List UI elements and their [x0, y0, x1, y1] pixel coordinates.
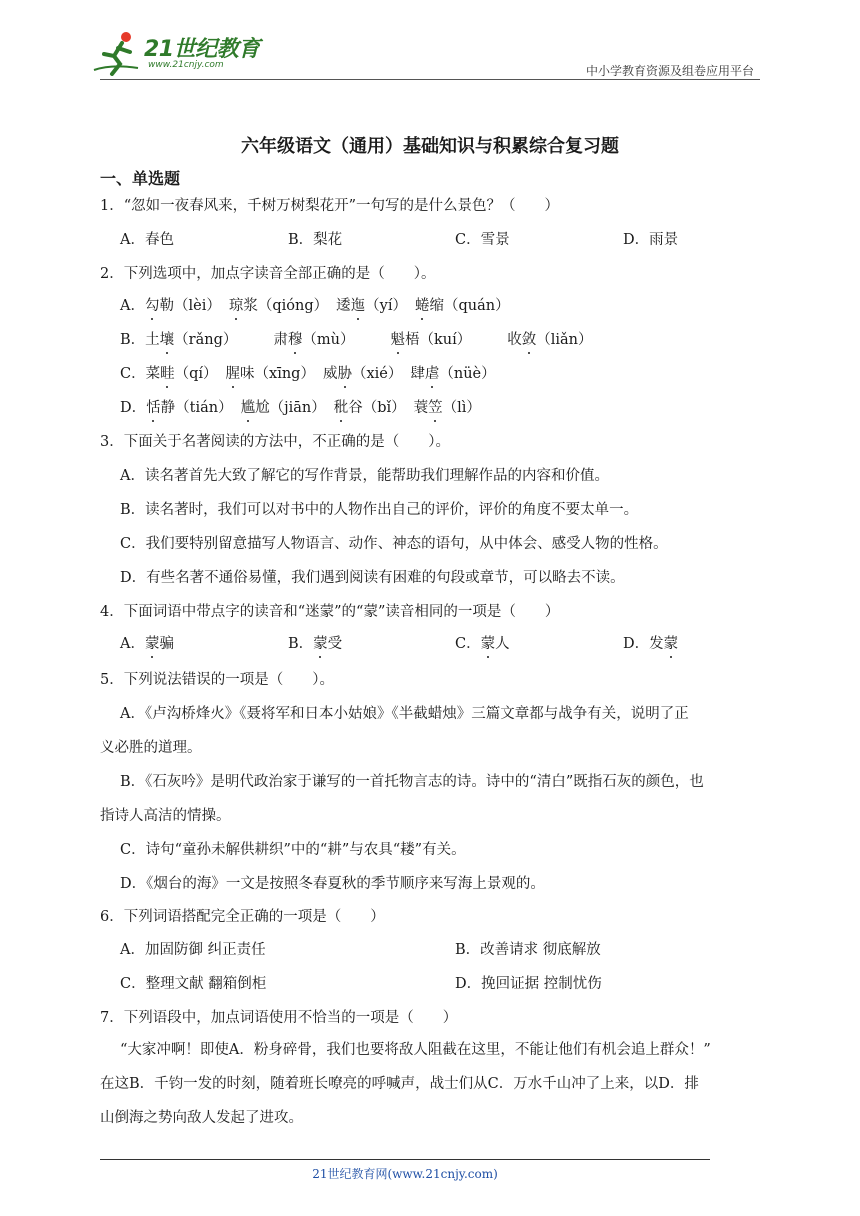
q6-option-c: C．整理文献 翻箱倒柜: [120, 976, 267, 992]
section-heading: 一、单选题: [100, 169, 181, 188]
q6-option-a: A．加固防御 纠正责任: [120, 942, 266, 958]
q5-option-c: C．诗句“童孙未解供耕织”中的“耕”与农具“耧”有关。: [120, 842, 466, 858]
q3-option-d: D．有些名著不通俗易懂，我们遇到阅读有困难的句段或章节，可以略去不读。: [120, 570, 625, 586]
q5-option-a-line1: A．《卢沟桥烽火》《聂将军和日本小姑娘》《半截蜡烛》三篇文章都与战争有关，说明了正: [120, 706, 689, 722]
q2-option-b: B．土壤（rǎng） 肃穆（mù） 魁梧（kuí） 收敛（liǎn）: [120, 332, 593, 348]
question-2-stem: 2．下列选项中，加点字读音全部正确的是（ ）。: [100, 266, 436, 282]
page-title: 六年级语文（通用）基础知识与积累综合复习题: [241, 136, 619, 157]
q5-option-d: D．《烟台的海》一文是按照冬春夏秋的季节顺序来写海上景观的。: [120, 876, 545, 892]
q1-option-b: B．梨花: [288, 232, 343, 248]
q4-option-c: C．蒙人: [455, 636, 510, 652]
question-6-stem: 6．下列词语搭配完全正确的一项是（ ）: [100, 909, 385, 925]
q5-option-a-line2: 义必胜的道理。: [100, 740, 202, 756]
q5-option-b-line2: 指诗人高洁的情操。: [100, 808, 231, 824]
q1-option-d: D．雨景: [623, 232, 679, 248]
q4-option-a: A．蒙骗: [120, 636, 174, 652]
q7-passage-line3: 山倒海之势向敌人发起了进攻。: [100, 1108, 303, 1130]
q5-option-b-line1: B．《石灰吟》是明代政治家于谦写的一首托物言志的诗。诗中的“清白”既指石灰的颜色，也: [120, 774, 704, 790]
q6-option-b: B．改善请求 彻底解放: [455, 942, 601, 958]
q7-passage-line1: “大家冲啊！即使A．粉身碎骨，我们也要将敌人阻截在这里，不能让他们有机会追上群众！”: [120, 1040, 711, 1062]
q3-option-b: B．读名著时，我们可以对书中的人物作出自己的评价，评价的角度不要太单一。: [120, 502, 639, 518]
question-4-stem: 4．下面词语中带点字的读音和“迷蒙”的“蒙”读音相同的一项是（ ）: [100, 604, 560, 620]
page-header: [0, 0, 860, 90]
question-5-stem: 5．下列说法错误的一项是（ ）。: [100, 672, 334, 688]
logo: [92, 30, 262, 80]
question-7-stem: 7．下列语段中，加点词语使用不恰当的一项是（ ）: [100, 1010, 458, 1026]
q6-option-d: D．挽回证据 控制忧伤: [455, 976, 602, 992]
footer-divider: [100, 1159, 710, 1160]
question-3-stem: 3．下面关于名著阅读的方法中，不正确的是（ ）。: [100, 434, 450, 450]
platform-name: 中小学教育资源及组卷应用平台: [585, 64, 754, 78]
q3-option-a: A．读名著首先大致了解它的写作背景，能帮助我们理解作品的内容和价值。: [120, 468, 609, 484]
q1-option-c: C．雪景: [455, 232, 510, 248]
q2-option-a: A．勾勒（lèi） 琼浆（qióng） 逶迤（yí） 蜷缩（quán）: [120, 298, 510, 314]
q3-option-c: C．我们要特别留意描写人物语言、动作、神态的语句，从中体会、感受人物的性格。: [120, 536, 668, 552]
q1-option-a: A．春色: [120, 232, 174, 248]
q4-option-d: D．发蒙: [623, 636, 679, 652]
q4-option-b: B．蒙受: [288, 636, 343, 652]
logo-text: 21世纪教育: [144, 37, 260, 62]
dotted-phrase-a: 粉身碎骨: [254, 1042, 312, 1058]
question-1-stem: 1．“忽如一夜春风来，千树万树梨花开”一句写的是什么景色？（ ）: [100, 198, 560, 214]
runner-logo-icon: [92, 30, 144, 76]
q7-passage-line2: 在这B．千钧一发的时刻，随着班长嘹亮的呼喊声，战士们从C．万水千山冲了上来，以D．排: [100, 1074, 699, 1096]
header-divider: [100, 79, 760, 80]
logo-url: www.21cnjy.com: [148, 60, 224, 70]
q2-option-c: C．菜畦（qí） 腥味（xīng） 威胁（xié） 肆虐（nüè）: [120, 366, 496, 382]
q2-option-d: D．恬静（tián） 尴尬（jiān） 秕谷（bǐ） 蓑笠（lì）: [120, 400, 481, 416]
footer-source: 21世纪教育网(www.21cnjy.com): [312, 1167, 498, 1181]
